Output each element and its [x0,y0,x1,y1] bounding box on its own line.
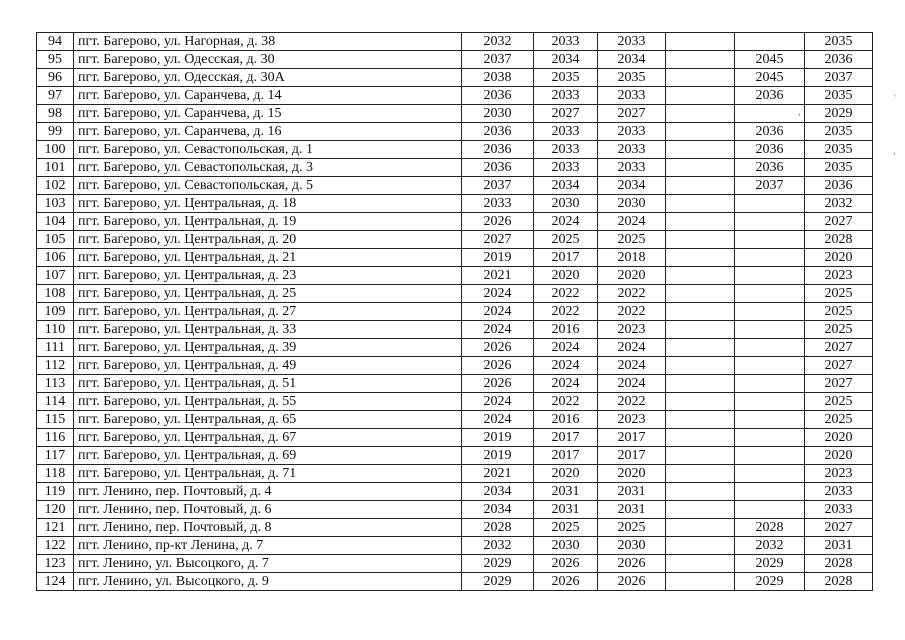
year-cell-4 [666,33,735,51]
address-cell: пгт. Багерово, ул. Одесская, д. 30 [74,51,462,69]
row-number-cell: 118 [37,465,74,483]
year-cell-6: 2023 [805,267,873,285]
year-cell-4 [666,285,735,303]
year-cell-3: 2017 [598,447,666,465]
year-cell-3: 2030 [598,195,666,213]
year-cell-4 [666,87,735,105]
year-cell-6: 2035 [805,123,873,141]
year-cell-5 [735,501,805,519]
address-cell: пгт. Багерово, ул. Центральная, д. 49 [74,357,462,375]
year-cell-1: 2036 [462,123,534,141]
address-cell: пгт. Ленино, ул. Высоцкого, д. 9 [74,573,462,591]
year-cell-4 [666,321,735,339]
year-cell-5 [735,339,805,357]
year-cell-1: 2033 [462,195,534,213]
year-cell-3: 2030 [598,537,666,555]
year-cell-5: 2036 [735,87,805,105]
year-cell-2: 2033 [534,123,598,141]
address-cell: пгт. Багерово, ул. Центральная, д. 33 [74,321,462,339]
year-cell-2: 2030 [534,537,598,555]
table-row [37,393,873,411]
year-cell-1: 2034 [462,483,534,501]
year-cell-5: 2029 [735,555,805,573]
table-row [37,501,873,519]
row-number-cell: 94 [37,33,74,51]
year-cell-1: 2037 [462,51,534,69]
row-number-cell: 116 [37,429,74,447]
year-cell-6: 2027 [805,213,873,231]
address-cell: пгт. Багерово, ул. Центральная, д. 27 [74,303,462,321]
row-number-cell: 114 [37,393,74,411]
year-cell-1: 2036 [462,141,534,159]
year-cell-5 [735,429,805,447]
year-cell-5: 2037 [735,177,805,195]
year-cell-6: 2037 [805,69,873,87]
year-cell-3: 2018 [598,249,666,267]
table-row [37,249,873,267]
table-row [37,267,873,285]
year-cell-2: 2022 [534,285,598,303]
year-cell-5 [735,213,805,231]
year-cell-3: 2025 [598,519,666,537]
table-row [37,537,873,555]
table-row [37,357,873,375]
year-cell-2: 2025 [534,231,598,249]
address-cell: пгт. Багерово, ул. Севастопольская, д. 3 [74,159,462,177]
address-cell: пгт. Багерово, ул. Центральная, д. 20 [74,231,462,249]
year-cell-4 [666,105,735,123]
address-cell: пгт. Багерово, ул. Центральная, д. 39 [74,339,462,357]
year-cell-3: 2033 [598,33,666,51]
year-cell-2: 2024 [534,357,598,375]
year-cell-2: 2034 [534,51,598,69]
year-cell-5 [735,285,805,303]
year-cell-5 [735,447,805,465]
table-row [37,321,873,339]
year-cell-3: 2027 [598,105,666,123]
year-cell-3: 2020 [598,465,666,483]
year-cell-1: 2026 [462,213,534,231]
year-cell-2: 2020 [534,465,598,483]
year-cell-3: 2023 [598,411,666,429]
year-cell-3: 2024 [598,339,666,357]
year-cell-2: 2025 [534,519,598,537]
address-cell: пгт. Багерово, ул. Центральная, д. 67 [74,429,462,447]
year-cell-5 [735,321,805,339]
year-cell-6: 2033 [805,501,873,519]
year-cell-2: 2017 [534,429,598,447]
year-cell-4 [666,501,735,519]
year-cell-4 [666,303,735,321]
row-number-cell: 115 [37,411,74,429]
year-cell-2: 2030 [534,195,598,213]
table-row [37,573,873,591]
year-cell-6: 2020 [805,447,873,465]
row-number-cell: 103 [37,195,74,213]
table-row [37,519,873,537]
year-cell-2: 2033 [534,141,598,159]
year-cell-3: 2022 [598,303,666,321]
year-cell-1: 2024 [462,411,534,429]
address-cell: пгт. Багерово, ул. Одесская, д. 30А [74,69,462,87]
year-cell-6: 2031 [805,537,873,555]
year-cell-4 [666,537,735,555]
year-cell-3: 2026 [598,555,666,573]
address-cell: пгт. Багерово, ул. Центральная, д. 25 [74,285,462,303]
year-cell-4 [666,339,735,357]
address-cell: пгт. Багерово, ул. Центральная, д. 18 [74,195,462,213]
year-cell-1: 2032 [462,537,534,555]
year-cell-5 [735,33,805,51]
table-row [37,465,873,483]
row-number-cell: 99 [37,123,74,141]
year-cell-6: 2025 [805,285,873,303]
year-cell-6: 2035 [805,141,873,159]
year-cell-6: 2027 [805,375,873,393]
table-row [37,159,873,177]
address-cell: пгт. Багерово, ул. Саранчева, д. 15 [74,105,462,123]
year-cell-2: 2024 [534,213,598,231]
year-cell-4 [666,483,735,501]
table-body [37,33,873,591]
year-cell-4 [666,213,735,231]
table-row [37,87,873,105]
year-cell-2: 2024 [534,339,598,357]
row-number-cell: 104 [37,213,74,231]
year-cell-3: 2022 [598,393,666,411]
year-cell-5: 2045 [735,51,805,69]
table-row [37,33,873,51]
address-cell: пгт. Багерово, ул. Саранчева, д. 16 [74,123,462,141]
year-cell-4 [666,393,735,411]
year-cell-4 [666,573,735,591]
year-cell-5 [735,483,805,501]
year-cell-2: 2026 [534,555,598,573]
year-cell-4 [666,465,735,483]
year-cell-4 [666,141,735,159]
year-cell-1: 2026 [462,375,534,393]
year-cell-4 [666,357,735,375]
row-number-cell: 97 [37,87,74,105]
year-cell-2: 2027 [534,105,598,123]
row-number-cell: 96 [37,69,74,87]
table-row [37,51,873,69]
year-cell-1: 2028 [462,519,534,537]
year-cell-3: 2033 [598,141,666,159]
year-cell-4 [666,231,735,249]
year-cell-5: 2028 [735,519,805,537]
year-cell-1: 2030 [462,105,534,123]
row-number-cell: 105 [37,231,74,249]
year-cell-5: 2036 [735,123,805,141]
year-cell-2: 2016 [534,321,598,339]
year-cell-5 [735,105,805,123]
year-cell-6: 2028 [805,573,873,591]
margin-mark: ` [893,95,898,105]
row-number-cell: 95 [37,51,74,69]
year-cell-1: 2032 [462,33,534,51]
year-cell-4 [666,429,735,447]
year-cell-3: 2033 [598,159,666,177]
year-cell-6: 2036 [805,51,873,69]
row-number-cell: 98 [37,105,74,123]
year-cell-6: 2032 [805,195,873,213]
year-cell-3: 2024 [598,375,666,393]
year-cell-5 [735,375,805,393]
row-number-cell: 121 [37,519,74,537]
year-cell-3: 2035 [598,69,666,87]
year-cell-1: 2026 [462,357,534,375]
year-cell-1: 2038 [462,69,534,87]
row-number-cell: 110 [37,321,74,339]
year-cell-4 [666,51,735,69]
year-cell-2: 2022 [534,393,598,411]
table-row [37,447,873,465]
year-cell-4 [666,195,735,213]
year-cell-6: 2027 [805,519,873,537]
year-cell-1: 2019 [462,447,534,465]
year-cell-6: 2025 [805,393,873,411]
row-number-cell: 101 [37,159,74,177]
address-cell: пгт. Багерово, ул. Центральная, д. 51 [74,375,462,393]
year-cell-5: 2036 [735,141,805,159]
table-row [37,69,873,87]
year-cell-6: 2020 [805,249,873,267]
address-cell: пгт. Багерово, ул. Нагорная, д. 38 [74,33,462,51]
year-cell-1: 2024 [462,393,534,411]
address-cell: пгт. Багерово, ул. Центральная, д. 55 [74,393,462,411]
table-row [37,303,873,321]
row-number-cell: 108 [37,285,74,303]
address-cell: пгт. Багерово, ул. Центральная, д. 69 [74,447,462,465]
year-cell-3: 2022 [598,285,666,303]
address-cell: пгт. Багерово, ул. Центральная, д. 71 [74,465,462,483]
year-cell-6: 2023 [805,465,873,483]
year-cell-5: 2029 [735,573,805,591]
year-cell-5: 2036 [735,159,805,177]
year-cell-3: 2031 [598,501,666,519]
year-cell-2: 2022 [534,303,598,321]
year-cell-6: 2025 [805,411,873,429]
table-row [37,123,873,141]
row-number-cell: 113 [37,375,74,393]
year-cell-1: 2027 [462,231,534,249]
year-cell-5 [735,231,805,249]
year-cell-4 [666,375,735,393]
table-row [37,555,873,573]
year-cell-3: 2033 [598,87,666,105]
year-cell-3: 2017 [598,429,666,447]
year-cell-3: 2033 [598,123,666,141]
row-number-cell: 122 [37,537,74,555]
year-cell-3: 2026 [598,573,666,591]
address-cell: пгт. Ленино, ул. Высоцкого, д. 7 [74,555,462,573]
table-row [37,177,873,195]
table-row [37,411,873,429]
address-cell: пгт. Багерово, ул. Центральная, д. 23 [74,267,462,285]
margin-mark: , [893,147,896,157]
row-number-cell: 106 [37,249,74,267]
year-cell-2: 2033 [534,33,598,51]
address-cell: пгт. Ленино, пр-кт Ленина, д. 7 [74,537,462,555]
table-row [37,231,873,249]
year-cell-1: 2024 [462,285,534,303]
year-cell-2: 2020 [534,267,598,285]
year-cell-5 [735,303,805,321]
year-cell-4 [666,411,735,429]
table-row [37,429,873,447]
year-cell-6: 2027 [805,357,873,375]
row-number-cell: 123 [37,555,74,573]
year-cell-2: 2031 [534,483,598,501]
year-cell-3: 2034 [598,177,666,195]
year-cell-1: 2024 [462,303,534,321]
year-cell-1: 2021 [462,267,534,285]
row-number-cell: 107 [37,267,74,285]
year-cell-3: 2020 [598,267,666,285]
table-row [37,141,873,159]
year-cell-4 [666,519,735,537]
year-cell-5: 2032 [735,537,805,555]
year-cell-6: 2035 [805,33,873,51]
row-number-cell: 111 [37,339,74,357]
year-cell-6: 2028 [805,231,873,249]
year-cell-6: 2025 [805,303,873,321]
address-cell: пгт. Ленино, пер. Почтовый, д. 8 [74,519,462,537]
year-cell-5 [735,393,805,411]
year-cell-4 [666,447,735,465]
table-row [37,339,873,357]
address-cell: пгт. Ленино, пер. Почтовый, д. 4 [74,483,462,501]
year-cell-1: 2026 [462,339,534,357]
year-cell-1: 2037 [462,177,534,195]
year-cell-3: 2031 [598,483,666,501]
year-cell-2: 2033 [534,87,598,105]
address-cell: пгт. Багерово, ул. Саранчева, д. 14 [74,87,462,105]
year-cell-6: 2035 [805,87,873,105]
year-cell-4 [666,69,735,87]
year-cell-6: 2020 [805,429,873,447]
year-cell-1: 2036 [462,87,534,105]
year-cell-4 [666,555,735,573]
address-cell: пгт. Багерово, ул. Центральная, д. 19 [74,213,462,231]
year-cell-4 [666,123,735,141]
address-cell: пгт. Ленино, пер. Почтовый, д. 6 [74,501,462,519]
year-cell-1: 2019 [462,249,534,267]
year-cell-5 [735,411,805,429]
year-cell-4 [666,267,735,285]
row-number-cell: 120 [37,501,74,519]
year-cell-2: 2017 [534,249,598,267]
row-number-cell: 102 [37,177,74,195]
table-row [37,195,873,213]
year-cell-6: 2029 [805,105,873,123]
year-cell-5 [735,465,805,483]
year-cell-2: 2026 [534,573,598,591]
year-cell-2: 2017 [534,447,598,465]
year-cell-6: 2033 [805,483,873,501]
year-cell-2: 2024 [534,375,598,393]
year-cell-4 [666,159,735,177]
year-cell-1: 2021 [462,465,534,483]
year-cell-2: 2031 [534,501,598,519]
year-cell-5 [735,267,805,285]
year-cell-1: 2036 [462,159,534,177]
year-cell-5: 2045 [735,69,805,87]
address-cell: пгт. Багерово, ул. Центральная, д. 21 [74,249,462,267]
year-cell-5 [735,249,805,267]
year-cell-6: 2027 [805,339,873,357]
housing-schedule-table [36,32,873,591]
year-cell-1: 2034 [462,501,534,519]
year-cell-1: 2029 [462,555,534,573]
year-cell-3: 2023 [598,321,666,339]
address-cell: пгт. Багерово, ул. Центральная, д. 65 [74,411,462,429]
year-cell-3: 2024 [598,357,666,375]
table-row [37,213,873,231]
year-cell-2: 2035 [534,69,598,87]
year-cell-4 [666,177,735,195]
year-cell-6: 2036 [805,177,873,195]
year-cell-6: 2025 [805,321,873,339]
year-cell-5 [735,195,805,213]
row-number-cell: 119 [37,483,74,501]
year-cell-6: 2028 [805,555,873,573]
year-cell-3: 2034 [598,51,666,69]
margin-mark: ' [798,113,801,123]
year-cell-2: 2034 [534,177,598,195]
year-cell-3: 2024 [598,213,666,231]
year-cell-5 [735,357,805,375]
table-row [37,285,873,303]
row-number-cell: 109 [37,303,74,321]
address-cell: пгт. Багерово, ул. Севастопольская, д. 1 [74,141,462,159]
table-row [37,375,873,393]
year-cell-1: 2019 [462,429,534,447]
address-cell: пгт. Багерово, ул. Севастопольская, д. 5 [74,177,462,195]
table-row [37,483,873,501]
table-row [37,105,873,123]
year-cell-1: 2029 [462,573,534,591]
year-cell-6: 2035 [805,159,873,177]
year-cell-2: 2033 [534,159,598,177]
year-cell-3: 2025 [598,231,666,249]
row-number-cell: 117 [37,447,74,465]
year-cell-4 [666,249,735,267]
year-cell-1: 2024 [462,321,534,339]
row-number-cell: 124 [37,573,74,591]
year-cell-2: 2016 [534,411,598,429]
row-number-cell: 112 [37,357,74,375]
row-number-cell: 100 [37,141,74,159]
